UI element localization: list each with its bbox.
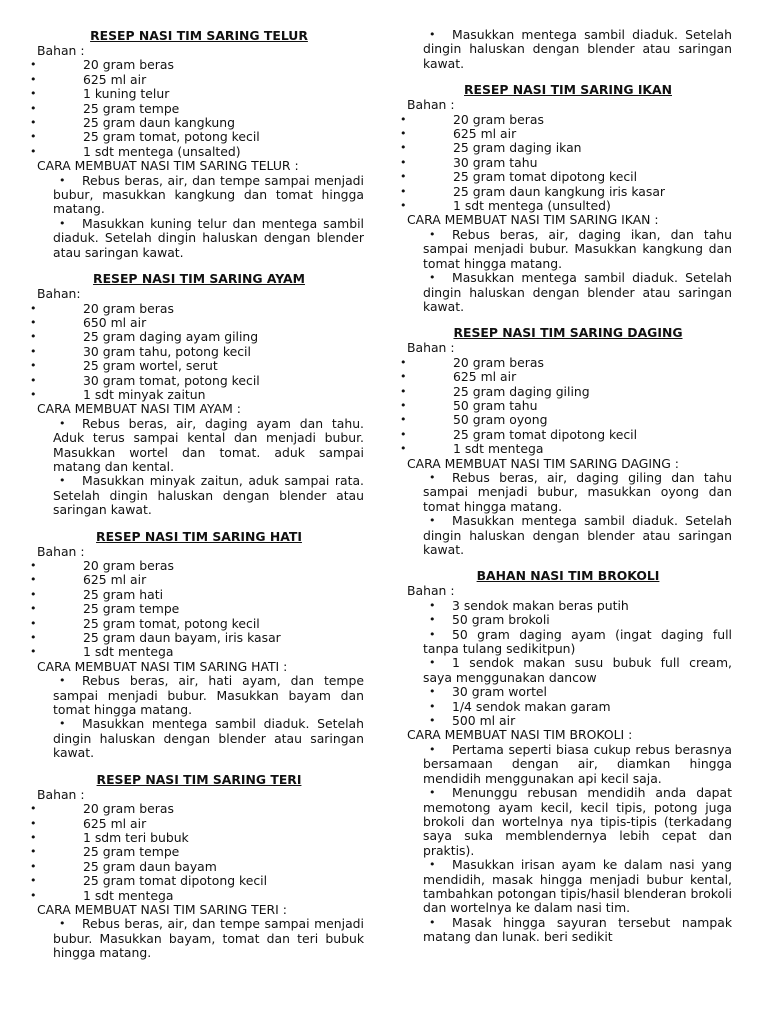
ingredient-item: • 20 gram beras <box>34 302 364 316</box>
step-list <box>404 743 732 945</box>
step-list <box>34 174 364 260</box>
recipe-teri <box>34 772 364 961</box>
recipe-title: RESEP NASI TIM SARING AYAM <box>93 271 305 287</box>
step-item: • Masukkan kuning telur dan mentega sambil diaduk. Setelah dingin haluskan dengan blender atau saringan kawat. <box>34 217 364 260</box>
ingredient-item: • 50 gram brokoli <box>404 613 732 627</box>
ingredient-list <box>34 58 364 159</box>
ingredient-item: • 25 gram hati <box>34 588 364 602</box>
ingredient-item: • 500 ml air <box>404 714 732 728</box>
ingredient-item: • 20 gram beras <box>34 802 364 816</box>
left-column <box>34 28 364 972</box>
step-item: • Rebus beras, air, dan tempe sampai menjadi bubur. Masukkan bayam, tomat dan teri bubuk hingga matang. <box>34 917 364 960</box>
step-item: • Rebus beras, air, daging giling dan tahu sampai menjadi bubur, masukkan oyong dan tomat hingga matang. <box>404 471 732 514</box>
step-item: • Rebus beras, air, daging ayam dan tahu. Aduk terus sampai kental dan menjadi bubur. Masukkan wortel dan tomat. aduk sampai matang dan kental. <box>34 417 364 475</box>
ingredient-item: • 25 gram daun bayam, iris kasar <box>34 631 364 645</box>
ingredient-item: • 1 sdt mentega <box>404 442 732 456</box>
ingredient-item: • 20 gram beras <box>404 356 732 370</box>
ingredients-label: Bahan : <box>37 43 85 58</box>
method-label: CARA MEMBUAT NASI TIM SARING HATI : <box>37 658 288 674</box>
ingredient-list <box>404 356 732 457</box>
ingredient-item: • 30 gram wortel <box>404 685 732 699</box>
step-list <box>404 28 732 71</box>
ingredient-item: • 1 sdt mentega <box>34 889 364 903</box>
ingredient-list <box>404 599 732 729</box>
ingredient-item: • 25 gram tempe <box>34 102 364 116</box>
step-item: • Menunggu rebusan mendidih anda dapat memotong ayam kecil, kecil tipis, potong juga brokoli dan wortelnya nya tipis-tipis (terkadang saya suka memblendernya lebih cepat dan praktis). <box>404 786 732 858</box>
ingredient-item: • 1/4 sendok makan garam <box>404 700 732 714</box>
ingredient-item: • 50 gram oyong <box>404 413 732 427</box>
ingredient-item: • 3 sendok makan beras putih <box>404 599 732 613</box>
method-label: CARA MEMBUAT NASI TIM SARING DAGING : <box>407 455 679 471</box>
ingredient-item: • 1 sdt minyak zaitun <box>34 388 364 402</box>
recipe-brokoli <box>404 568 732 944</box>
method-label: CARA MEMBUAT NASI TIM AYAM : <box>37 401 241 417</box>
ingredient-item: • 625 ml air <box>34 817 364 831</box>
ingredient-item: • 25 gram wortel, serut <box>34 359 364 373</box>
ingredient-item: • 20 gram beras <box>34 559 364 573</box>
recipe-daging <box>404 325 732 557</box>
step-list <box>34 674 364 760</box>
ingredient-item: • 25 gram daun bayam <box>34 860 364 874</box>
recipe-hati <box>34 529 364 761</box>
recipe-ayam <box>34 271 364 518</box>
ingredient-item: • 25 gram daun kangkung iris kasar <box>404 185 732 199</box>
ingredient-item: • 25 gram tomat dipotong kecil <box>404 428 732 442</box>
recipe-title: RESEP NASI TIM SARING DAGING <box>453 325 683 341</box>
ingredient-item: • 50 gram daging ayam (ingat daging full tanpa tulang sedikitpun) <box>404 628 732 657</box>
ingredients-label: Bahan : <box>407 97 455 113</box>
step-item: • Masukkan mentega sambil diaduk. Setelah dingin haluskan dengan blender atau saringan kawat. <box>404 28 732 71</box>
ingredient-item: • 50 gram tahu <box>404 399 732 413</box>
ingredient-item: • 1 sdt mentega (unsulted) <box>404 199 732 213</box>
ingredient-item: • 1 sendok makan susu bubuk full cream, saya menggunakan dancow <box>404 656 732 685</box>
ingredient-item: • 650 ml air <box>34 316 364 330</box>
ingredient-list <box>404 113 732 214</box>
ingredient-item: • 20 gram beras <box>34 58 364 72</box>
method-label: CARA MEMBUAT NASI TIM SARING IKAN : <box>407 212 659 228</box>
ingredient-item: • 25 gram tempe <box>34 602 364 616</box>
ingredient-item: • 25 gram tempe <box>34 845 364 859</box>
ingredient-item: • 1 sdt mentega <box>34 645 364 659</box>
ingredient-item: • 25 gram daun kangkung <box>34 116 364 130</box>
step-list <box>34 417 364 518</box>
method-label: CARA MEMBUAT NASI TIM SARING TELUR : <box>37 158 299 174</box>
ingredient-item: • 20 gram beras <box>404 113 732 127</box>
ingredient-item: • 1 kuning telur <box>34 87 364 101</box>
ingredient-item: • 1 sdm teri bubuk <box>34 831 364 845</box>
ingredient-list <box>34 302 364 403</box>
recipe-teri-continuation <box>404 28 732 71</box>
ingredients-label: Bahan : <box>37 786 85 802</box>
step-list <box>404 471 732 557</box>
ingredient-item: • 25 gram tomat, potong kecil <box>34 130 364 144</box>
step-item: • Masukkan minyak zaitun, aduk sampai rata. Setelah dingin haluskan dengan blender atau saringan kawat. <box>34 474 364 517</box>
ingredient-item: • 30 gram tahu, potong kecil <box>34 345 364 359</box>
step-item: • Rebus beras, air, dan tempe sampai menjadi bubur, masukkan kangkung dan tomat hingga matang. <box>34 174 364 217</box>
recipe-telur <box>34 28 364 260</box>
recipe-ikan <box>404 82 732 314</box>
ingredient-list <box>34 559 364 660</box>
ingredient-item: • 25 gram tomat dipotong kecil <box>404 170 732 184</box>
recipe-title: RESEP NASI TIM SARING TELUR <box>90 28 308 43</box>
ingredient-item: • 25 gram daging ikan <box>404 141 732 155</box>
step-item: • Masukkan irisan ayam ke dalam nasi yang mendidih, masak hingga menjadi bubur kental, tambahkan potongan tipis/hasil blenderan brokoli dan wortelnya ke dalam nasi tim. <box>404 858 732 916</box>
ingredient-item: • 625 ml air <box>404 127 732 141</box>
ingredient-item: • 625 ml air <box>404 370 732 384</box>
ingredient-item: • 25 gram tomat dipotong kecil <box>34 874 364 888</box>
ingredients-label: Bahan: <box>37 286 81 302</box>
ingredients-label: Bahan : <box>407 583 455 599</box>
method-label: CARA MEMBUAT NASI TIM BROKOLI : <box>407 727 633 743</box>
recipe-title: RESEP NASI TIM SARING IKAN <box>464 82 672 98</box>
ingredient-item: • 625 ml air <box>34 573 364 587</box>
ingredients-label: Bahan : <box>407 340 455 356</box>
ingredient-item: • 30 gram tomat, potong kecil <box>34 374 364 388</box>
ingredient-item: • 1 sdt mentega (unsalted) <box>34 145 364 159</box>
recipe-title: RESEP NASI TIM SARING TERI <box>96 771 302 787</box>
recipe-title: RESEP NASI TIM SARING HATI <box>96 528 302 544</box>
method-label: CARA MEMBUAT NASI TIM SARING TERI : <box>37 901 287 917</box>
ingredient-item: • 30 gram tahu <box>404 156 732 170</box>
right-column <box>404 28 732 956</box>
step-item: • Rebus beras, air, hati ayam, dan tempe sampai menjadi bubur. Masukkan bayam dan tomat hingga matang. <box>34 674 364 717</box>
ingredients-label: Bahan : <box>37 543 85 559</box>
step-item: • Masukkan mentega sambil diaduk. Setelah dingin haluskan dengan blender atau saringan kawat. <box>34 717 364 760</box>
ingredient-item: • 25 gram daging ayam giling <box>34 330 364 344</box>
recipe-title: BAHAN NASI TIM BROKOLI <box>476 568 660 584</box>
ingredient-item: • 625 ml air <box>34 73 364 87</box>
step-list <box>34 917 364 960</box>
step-item: • Rebus beras, air, daging ikan, dan tahu sampai menjadi bubur. Masukkan kangkung dan tomat hingga matang. <box>404 228 732 271</box>
ingredient-item: • 25 gram tomat, potong kecil <box>34 617 364 631</box>
step-item: • Masukkan mentega sambil diaduk. Setelah dingin haluskan dengan blender atau saringan kawat. <box>404 271 732 314</box>
ingredient-list <box>34 802 364 903</box>
step-list <box>404 228 732 314</box>
step-item: • Masukkan mentega sambil diaduk. Setelah dingin haluskan dengan blender atau saringan kawat. <box>404 514 732 557</box>
ingredient-item: • 25 gram daging giling <box>404 385 732 399</box>
step-item: • Pertama seperti biasa cukup rebus berasnya bersamaan dengan air, diamkan hingga mendidih menggunakan api kecil saja. <box>404 743 732 786</box>
step-item: • Masak hingga sayuran tersebut nampak matang dan lunak. beri sedikit <box>404 916 732 945</box>
